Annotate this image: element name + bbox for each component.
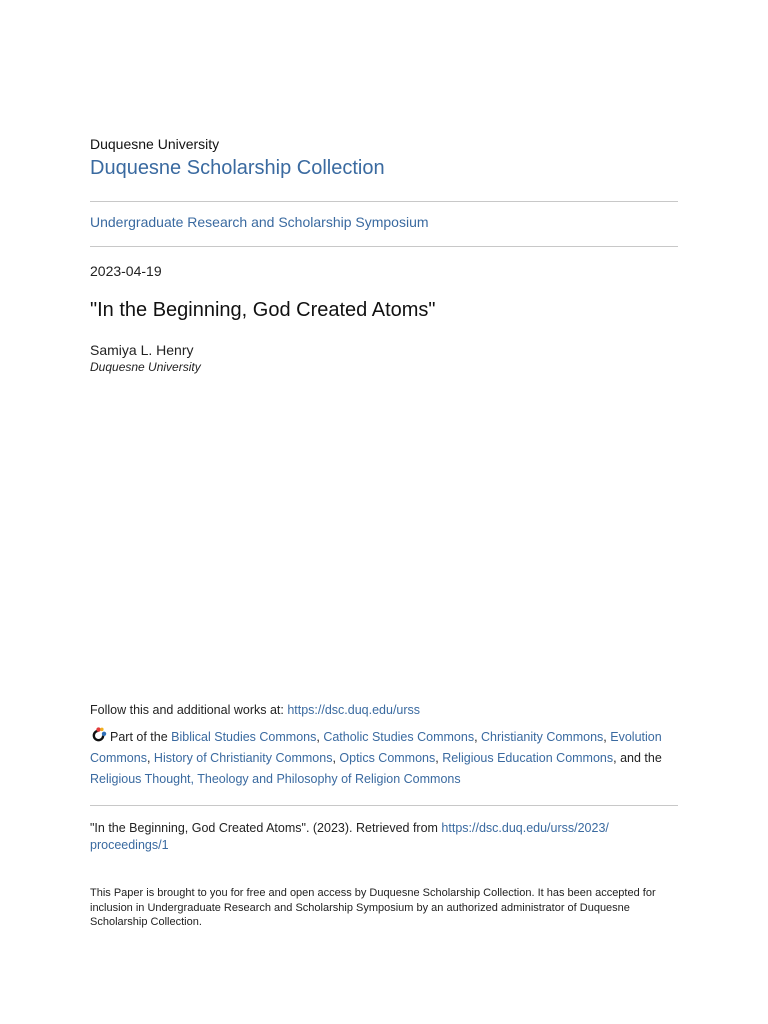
commons-link[interactable]: Christianity Commons [481, 730, 604, 744]
commons-link[interactable]: Evolution Commons [90, 730, 662, 765]
repository-link[interactable]: https://dsc.duq.edu/urss [287, 703, 421, 717]
publication-date: 2023-04-19 [90, 263, 162, 279]
network-commons-icon [90, 727, 107, 744]
institution-name: Duquesne University [90, 136, 220, 152]
access-notice: This Paper is brought to you for free and open access by Duquesne Scholarship Collection. It has been accepted for inclusion in Undergraduate Research and Scholarship Symposium by an authorized administrator of Duquesne Scholarship Collection. [90, 887, 656, 928]
series-link[interactable]: Undergraduate Research and Scholarship Symposium [90, 214, 429, 230]
paper-title: "In the Beginning, God Created Atoms" [90, 299, 436, 321]
citation-link-continued[interactable]: proceedings/1 [90, 838, 169, 852]
commons-prefix: Part of the [110, 730, 172, 744]
commons-conjunction: , and the [613, 751, 662, 765]
divider [90, 805, 678, 806]
author-name: Samiya L. Henry [90, 342, 194, 358]
citation [90, 820, 678, 854]
collection-link[interactable]: Duquesne Scholarship Collection [90, 157, 385, 179]
divider [90, 201, 678, 202]
cover-page [90, 0, 678, 1024]
commons-link[interactable]: Religious Thought, Theology and Philosophy of Religion Commons [90, 772, 461, 786]
divider [90, 246, 678, 247]
commons-link[interactable]: History of Christianity Commons [153, 751, 333, 765]
commons-link[interactable]: Biblical Studies Commons [171, 730, 317, 744]
commons-link[interactable]: Optics Commons [339, 751, 436, 765]
commons-link[interactable]: Religious Education Commons [442, 751, 614, 765]
commons-list: Part of the Biblical Studies Commons, Catholic Studies Commons, Christianity Commons, Evolution Commons, History of Christianity Commons, Optics Commons, Religious Education Commons, and the Religious Thought, Theology and Philosophy of Religion Commons [90, 727, 678, 790]
follow-prefix: Follow this and additional works at: [90, 703, 288, 717]
follow-line [90, 703, 420, 717]
author-affiliation: Duquesne University [90, 360, 201, 374]
citation-link[interactable]: https://dsc.duq.edu/urss/2023/ [441, 821, 609, 835]
citation-text: "In the Beginning, God Created Atoms". (2023). Retrieved from [90, 821, 442, 835]
commons-link[interactable]: Catholic Studies Commons [323, 730, 475, 744]
